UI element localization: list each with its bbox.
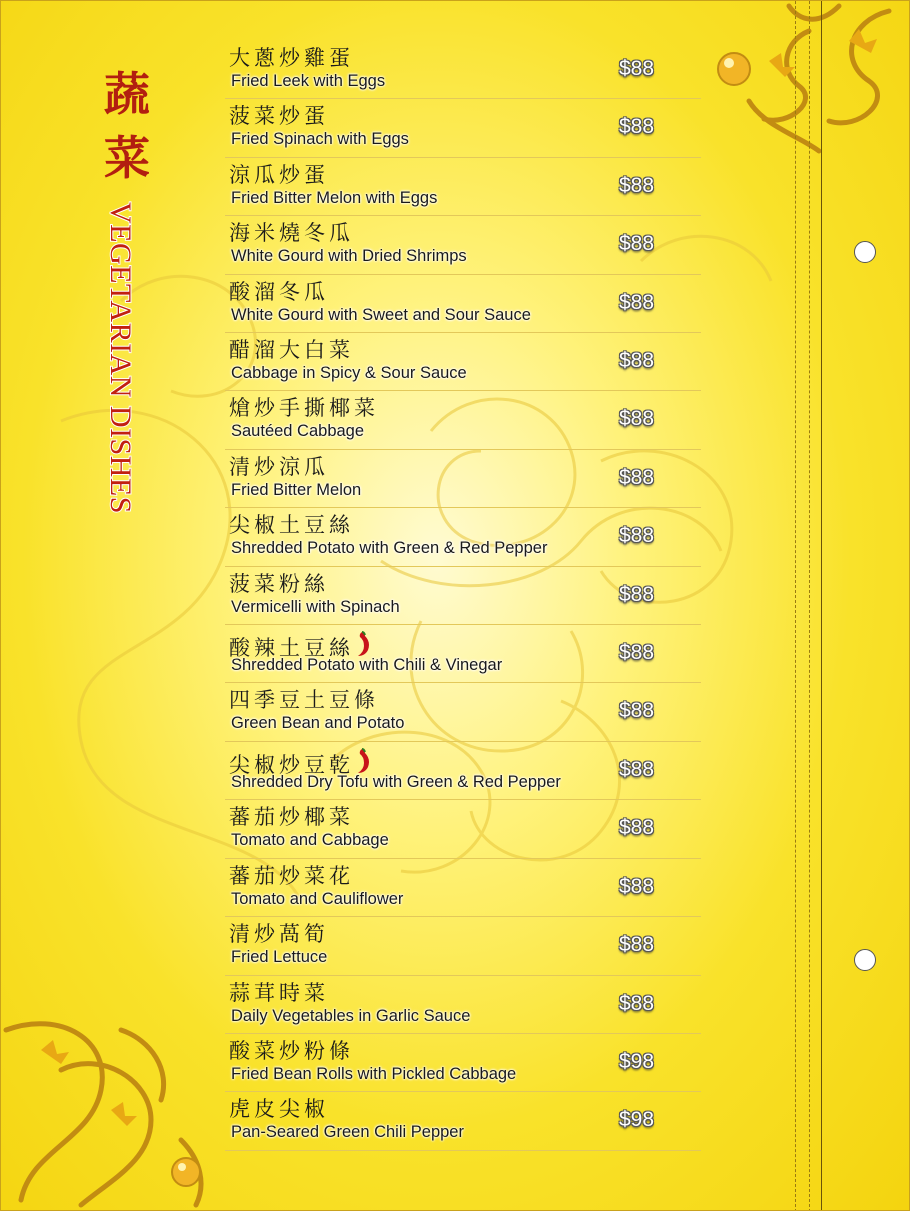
dish-name-en: Daily Vegetables in Garlic Sauce bbox=[231, 1006, 471, 1025]
menu-item bbox=[225, 333, 701, 391]
menu-item bbox=[225, 800, 701, 858]
dish-name-en: Fried Bean Rolls with Pickled Cabbage bbox=[231, 1064, 517, 1083]
dish-name-en: Shredded Potato with Chili & Vinegar bbox=[231, 656, 503, 675]
dish-price: $88 bbox=[619, 816, 655, 840]
dish-name-cn-text: 清炒萵筍 bbox=[229, 922, 329, 947]
menu-item bbox=[225, 917, 701, 975]
dish-name-cn-text: 蕃茄炒菜花 bbox=[229, 863, 354, 888]
dish-name-en: Tomato and Cabbage bbox=[231, 831, 389, 850]
menu-item bbox=[225, 158, 701, 216]
dish-name-cn-text: 涼瓜炒蛋 bbox=[229, 162, 329, 187]
dish-name-cn bbox=[229, 397, 379, 420]
binder-hole bbox=[854, 241, 876, 263]
dish-price: $88 bbox=[619, 173, 655, 197]
dish-name-en: Sautéed Cabbage bbox=[231, 422, 365, 441]
dish-name-cn-text: 大蔥炒雞蛋 bbox=[229, 46, 354, 70]
dish-name-cn bbox=[229, 281, 329, 304]
dish-name-cn-text: 尖椒炒豆乾 bbox=[229, 752, 354, 777]
dish-name-en: Fried Leek with Eggs bbox=[231, 72, 386, 90]
dish-price: $88 bbox=[619, 57, 655, 80]
menu-item bbox=[225, 567, 701, 625]
dragon-icon bbox=[1, 990, 231, 1210]
dish-name-cn-text: 虎皮尖椒 bbox=[229, 1097, 329, 1122]
dish-name-en: White Gourd with Sweet and Sour Sauce bbox=[231, 305, 531, 324]
dish-price: $88 bbox=[619, 290, 655, 314]
dish-name-en: Fried Spinach with Eggs bbox=[231, 130, 409, 149]
menu-item bbox=[225, 683, 701, 741]
menu-item bbox=[225, 275, 701, 333]
dish-price: $88 bbox=[619, 232, 655, 256]
dragon-icon bbox=[689, 1, 909, 161]
dish-name-cn bbox=[229, 47, 354, 70]
dish-price: $88 bbox=[619, 349, 655, 373]
dish-price: $88 bbox=[619, 641, 655, 665]
menu-item bbox=[225, 216, 701, 274]
dish-name-en: Vermicelli with Spinach bbox=[231, 597, 400, 616]
dish-name-en: Pan-Seared Green Chili Pepper bbox=[231, 1123, 464, 1142]
dish-name-cn-text: 酸菜炒粉條 bbox=[229, 1038, 354, 1063]
dish-name-cn-text: 菠菜粉絲 bbox=[229, 571, 329, 596]
binder-edge bbox=[821, 1, 822, 1211]
dish-name-cn bbox=[229, 1040, 354, 1063]
menu-item bbox=[225, 41, 701, 99]
section-title-en: VEGETARIAN DISHES bbox=[104, 202, 137, 514]
menu-list bbox=[225, 41, 701, 1151]
dish-name-cn bbox=[229, 982, 329, 1005]
menu-item bbox=[225, 976, 701, 1034]
menu-item bbox=[225, 99, 701, 157]
dish-price: $88 bbox=[619, 933, 655, 957]
dish-name-cn-text: 酸辣土豆絲 bbox=[229, 636, 354, 661]
dish-name-cn bbox=[229, 1098, 329, 1121]
menu-item bbox=[225, 859, 701, 917]
dish-name-cn bbox=[229, 514, 354, 537]
dish-name-cn-text: 海米燒冬瓜 bbox=[229, 221, 354, 246]
dish-name-cn bbox=[229, 456, 329, 479]
dish-name-cn-text: 酸溜冬瓜 bbox=[229, 279, 329, 304]
menu-item bbox=[225, 508, 701, 566]
dish-price: $98 bbox=[619, 1108, 655, 1132]
dish-name-cn-text: 蒜茸時菜 bbox=[229, 980, 329, 1005]
dish-price: $88 bbox=[619, 524, 655, 548]
dish-price: $88 bbox=[619, 465, 655, 489]
binder-fold-line bbox=[809, 1, 810, 1211]
dish-name-cn bbox=[229, 806, 354, 829]
dish-name-cn-text: 菠菜炒蛋 bbox=[229, 104, 329, 129]
menu-item bbox=[225, 1034, 701, 1092]
dish-name-cn bbox=[229, 689, 379, 712]
dish-name-en: Shredded Potato with Green & Red Pepper bbox=[231, 539, 548, 558]
menu-item bbox=[225, 450, 701, 508]
dish-name-cn bbox=[229, 105, 329, 128]
dish-name-cn bbox=[229, 339, 354, 362]
dish-name-en: Green Bean and Potato bbox=[231, 714, 405, 733]
dish-name-cn-text: 四季豆土豆條 bbox=[229, 688, 379, 713]
section-title-cn-1: 蔬 bbox=[104, 67, 150, 121]
dish-name-en: Tomato and Cauliflower bbox=[231, 889, 404, 908]
dish-price: $88 bbox=[619, 699, 655, 723]
dish-name-cn-text: 蕃茄炒椰菜 bbox=[229, 805, 354, 830]
dish-price: $88 bbox=[619, 582, 655, 606]
dish-name-en: Shredded Dry Tofu with Green & Red Pepper bbox=[231, 772, 561, 791]
dish-name-cn bbox=[229, 164, 329, 187]
binder-hole bbox=[854, 949, 876, 971]
dish-price: $88 bbox=[619, 757, 655, 781]
dish-name-cn bbox=[229, 923, 329, 946]
dish-name-cn bbox=[229, 865, 354, 888]
dish-name-en: Cabbage in Spicy & Sour Sauce bbox=[231, 364, 467, 383]
dish-name-cn-text: 清炒涼瓜 bbox=[229, 454, 329, 479]
dish-name-en: White Gourd with Dried Shrimps bbox=[231, 247, 467, 266]
dish-price: $98 bbox=[619, 1049, 655, 1073]
dish-price: $88 bbox=[619, 115, 655, 139]
dish-name-cn-text: 尖椒土豆絲 bbox=[229, 513, 354, 538]
menu-item bbox=[225, 1092, 701, 1150]
section-title-cn-2: 菜 bbox=[104, 131, 150, 185]
dish-name-cn-text: 醋溜大白菜 bbox=[229, 338, 354, 363]
dish-price: $88 bbox=[619, 874, 655, 898]
dish-name-en: Fried Bitter Melon with Eggs bbox=[231, 188, 438, 207]
dish-name-cn bbox=[229, 573, 329, 596]
dish-price: $88 bbox=[619, 407, 655, 431]
dish-name-en: Fried Lettuce bbox=[231, 948, 328, 967]
dish-name-cn bbox=[229, 222, 354, 245]
dish-name-en: Fried Bitter Melon bbox=[231, 480, 362, 499]
menu-item bbox=[225, 625, 701, 683]
dish-price: $88 bbox=[619, 991, 655, 1015]
menu-item bbox=[225, 742, 701, 800]
dish-name-cn-text: 熗炒手撕椰菜 bbox=[229, 396, 379, 421]
menu-item bbox=[225, 391, 701, 449]
binder-fold-line bbox=[795, 1, 796, 1211]
